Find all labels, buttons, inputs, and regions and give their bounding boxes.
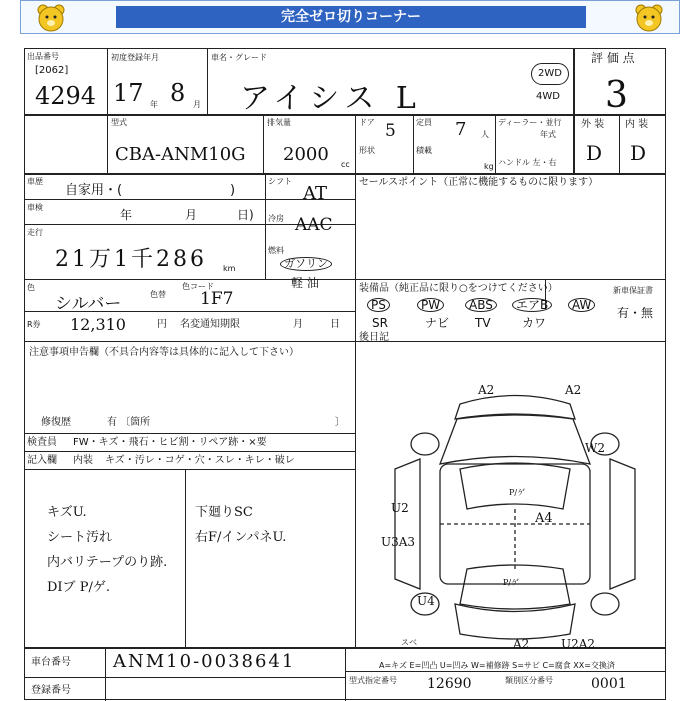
bear-mascot-icon bbox=[629, 3, 669, 33]
equipment-label: 装備品（純正品に限り○をつけてください） bbox=[359, 283, 558, 294]
shaken-label: 車検 bbox=[27, 203, 43, 212]
interior-items: キズ・汚レ・コゲ・穴・スレ・キレ・破レ bbox=[105, 455, 295, 466]
name-change-label: 名変通知期限 bbox=[180, 319, 240, 330]
back-seat-label: 後日記 bbox=[359, 332, 389, 343]
color-code-value: 1F7 bbox=[200, 289, 234, 309]
color-code-label: 色コード bbox=[182, 282, 214, 291]
usage-close: ) bbox=[230, 183, 236, 198]
chassis-label: 車台番号 bbox=[31, 657, 71, 668]
writer-label: 記入欄 bbox=[27, 455, 57, 466]
ac-value: AAC bbox=[295, 215, 333, 235]
damage-mark-left-quarter: U4 bbox=[417, 594, 435, 608]
year-unit: 年 bbox=[150, 100, 158, 109]
cc-unit: cc bbox=[341, 160, 350, 169]
reg-label: 登録番号 bbox=[31, 685, 71, 696]
doors-label: ドア bbox=[359, 118, 375, 127]
score-label: 評 価 点 bbox=[591, 51, 635, 65]
exterior-value: D bbox=[586, 141, 603, 165]
equipment-leather: カワ bbox=[522, 316, 547, 330]
usage-label: 車歴 bbox=[27, 177, 43, 186]
car-damage-diagram bbox=[365, 349, 665, 649]
doors-value: 5 bbox=[385, 121, 396, 141]
usage-value: 自家用・( bbox=[65, 183, 123, 198]
exterior-label: 外 装 bbox=[581, 119, 605, 130]
type-value: CBA-ANM10G bbox=[115, 144, 246, 165]
repair-close: 〕 bbox=[335, 417, 345, 428]
warranty-value: 有・無 bbox=[617, 306, 654, 320]
fuel-value-circled: ガソリン bbox=[280, 257, 332, 271]
damage-mark-right-side: W2 bbox=[585, 441, 605, 455]
seats-value: 7 bbox=[455, 119, 467, 140]
note-left-3: 内バリテープのり跡. bbox=[47, 555, 168, 570]
damage-mark-rear-right: U2A2 bbox=[561, 637, 596, 651]
note-right-2: 右F/インパネU. bbox=[195, 530, 287, 545]
damage-mark-left-door: U2 bbox=[391, 501, 409, 515]
banner bbox=[20, 0, 680, 34]
note-right-1: 下廻りSC bbox=[195, 505, 253, 520]
shaken-year: 年 bbox=[120, 208, 133, 222]
name-change-month: 月 bbox=[293, 319, 303, 330]
damage-legend: A=キズ E=凹凸 U=凹み W=補修跡 S=サビ C=腐食 XX=交換済 bbox=[379, 661, 615, 670]
damage-mark-windshield: P/ゲ bbox=[509, 488, 526, 497]
shaken-day: 日) bbox=[237, 208, 254, 222]
year-label: 年式 bbox=[540, 130, 556, 139]
damage-mark-roof: A4 bbox=[535, 511, 553, 526]
damage-mark-rear-left: A2 bbox=[513, 637, 530, 651]
equipment-pw: PW bbox=[417, 298, 444, 312]
repair-value: 有 〔箇所 bbox=[107, 417, 151, 428]
dealer-label: ディーラー・並行 bbox=[498, 118, 562, 127]
color-label: 色 bbox=[27, 283, 35, 292]
month-unit: 月 bbox=[193, 100, 201, 109]
color-no-label: 色替 bbox=[150, 290, 166, 299]
fuel-label: 燃料 bbox=[268, 246, 284, 255]
recycle-label: R券 bbox=[27, 320, 41, 329]
site-label: 出品番号 bbox=[27, 52, 59, 61]
ac-label: 冷房 bbox=[268, 214, 284, 223]
fuel-option: 軽 油 bbox=[291, 276, 319, 290]
interior-label: 内 装 bbox=[625, 119, 649, 130]
color-value: シルバー bbox=[55, 294, 122, 314]
model-name: アイシス L bbox=[240, 81, 422, 116]
shaken-month: 月 bbox=[185, 208, 198, 222]
chassis-value: ANM10-0038641 bbox=[113, 651, 296, 672]
first-reg-label: 初度登録年月 bbox=[111, 53, 159, 62]
name-change-day: 日 bbox=[330, 319, 340, 330]
equipment-ps: PS bbox=[367, 298, 390, 312]
caution-label: 注意事項申告欄（不具合内容等は具体的に記入して下さい） bbox=[29, 347, 299, 358]
damage-mark-sill: スベ bbox=[401, 638, 417, 647]
chassis-sub-label: 型式指定番号 bbox=[349, 676, 397, 685]
equipment-tv: TV bbox=[475, 316, 491, 330]
equipment-airbag: エアB bbox=[512, 298, 552, 312]
inspector-label: 検査員 bbox=[27, 437, 57, 448]
damage-mark-front-left: A2 bbox=[478, 383, 495, 397]
seats-label: 定員 bbox=[416, 118, 432, 127]
type-label: 型式 bbox=[111, 118, 127, 127]
damage-mark-rear-glass: P/ゲ bbox=[503, 578, 520, 587]
km-unit: km bbox=[223, 264, 236, 273]
category-value: 0001 bbox=[591, 676, 627, 692]
chassis-sub-value: 12690 bbox=[427, 676, 472, 692]
mileage-value: 21万1千286 bbox=[55, 247, 207, 272]
shift-value: AT bbox=[303, 183, 328, 204]
inspect-items: FW・キズ・飛石・ヒビ割・リペア跡・×要 bbox=[73, 437, 267, 448]
lot-number: 4294 bbox=[35, 82, 97, 110]
lot-code: [2062] bbox=[35, 65, 69, 76]
note-left-1: キズU. bbox=[47, 505, 87, 520]
equipment-navi: ナビ bbox=[425, 316, 450, 330]
handle-label: ハンドル 左・右 bbox=[498, 158, 557, 167]
yen-unit: 円 bbox=[157, 319, 167, 330]
equipment-sr: SR bbox=[372, 316, 388, 330]
inspection-sheet bbox=[24, 48, 666, 700]
score-value: 3 bbox=[605, 75, 628, 116]
equipment-abs: ABS bbox=[465, 298, 497, 312]
displacement-label: 排気量 bbox=[267, 118, 291, 127]
displacement-value: 2000 bbox=[283, 144, 329, 165]
category-label: 類別区分番号 bbox=[505, 676, 553, 685]
equipment-aw: AW bbox=[568, 298, 595, 312]
first-reg-month: 8 bbox=[170, 79, 186, 107]
repair-label: 修復歴 bbox=[41, 417, 71, 428]
kg-unit: kg bbox=[484, 162, 494, 171]
drive-4wd: 4WD bbox=[536, 91, 560, 102]
sales-point-label: セールスポイント（正常に機能するものに限ります） bbox=[359, 177, 599, 188]
mileage-label: 走行 bbox=[27, 228, 43, 237]
banner-title: 完全ゼロ切りコーナー bbox=[116, 6, 586, 28]
note-left-2: シート汚れ bbox=[47, 530, 113, 545]
note-left-4: DIブ P/ゲ. bbox=[47, 580, 110, 595]
load-label: 積載 bbox=[416, 146, 432, 155]
first-reg-year: 17 bbox=[113, 79, 144, 107]
shape-label: 形状 bbox=[359, 146, 375, 155]
bear-mascot-icon bbox=[31, 3, 71, 33]
interior-value: D bbox=[630, 141, 647, 165]
drive-2wd-circled: 2WD bbox=[531, 63, 569, 85]
model-grade-label: 車名・グレード bbox=[211, 53, 267, 62]
damage-mark-left-rear: U3A3 bbox=[381, 535, 416, 549]
interior-tag: 内装 bbox=[73, 455, 93, 466]
seats-unit: 人 bbox=[481, 130, 489, 139]
damage-mark-front-right: A2 bbox=[565, 383, 582, 397]
warranty-label: 新車保証書 bbox=[613, 286, 653, 295]
recycle-value: 12,310 bbox=[70, 315, 126, 334]
shift-label: シフト bbox=[268, 177, 292, 186]
